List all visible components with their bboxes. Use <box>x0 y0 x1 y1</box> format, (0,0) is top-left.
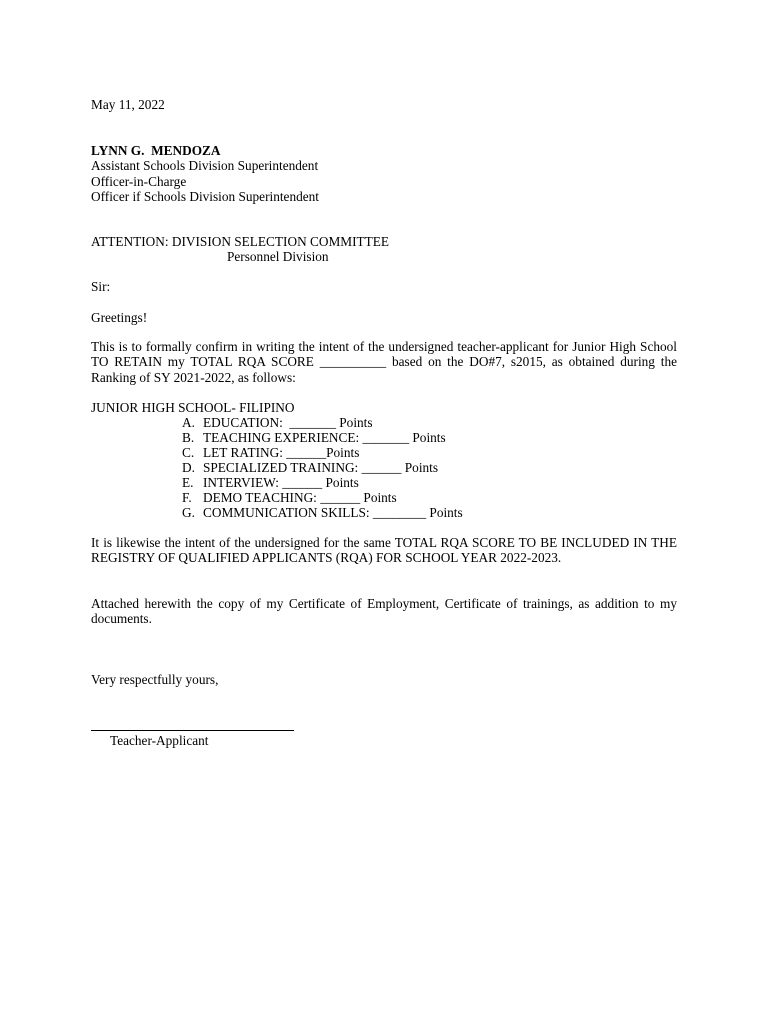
criteria-letter: F. <box>182 490 192 505</box>
criteria-item-education <box>182 415 373 430</box>
recipient-title-1: Assistant Schools Division Superintendent <box>91 158 319 173</box>
recipient-title-3: Officer if Schools Division Superintendent <box>91 189 319 204</box>
criteria-text: TEACHING EXPERIENCE: _______ Points <box>203 430 446 445</box>
criteria-text: LET RATING: ______Points <box>203 445 360 460</box>
signatory-role: Teacher-Applicant <box>110 733 209 748</box>
criteria-text: INTERVIEW: ______ Points <box>203 475 359 490</box>
section-heading: JUNIOR HIGH SCHOOL- FILIPINO <box>91 400 295 415</box>
salutation: Sir: <box>91 279 111 294</box>
letter-date: May 11, 2022 <box>91 97 165 112</box>
attention-division: Personnel Division <box>227 249 329 264</box>
criteria-text: SPECIALIZED TRAINING: ______ Points <box>203 460 439 475</box>
recipient-name: LYNN G. MENDOZA <box>91 143 221 158</box>
criteria-letter: G. <box>182 505 195 520</box>
criteria-item-interview <box>182 475 359 490</box>
criteria-text: DEMO TEACHING: ______ Points <box>203 490 397 505</box>
criteria-item-communication-skills <box>182 505 463 520</box>
criteria-letter: C. <box>182 445 195 460</box>
criteria-item-specialized-training <box>182 460 438 475</box>
criteria-item-teaching-experience <box>182 430 446 445</box>
greeting: Greetings! <box>91 310 148 325</box>
criteria-letter: B. <box>182 430 195 445</box>
attachment-paragraph: Attached herewith the copy of my Certificate of Employment, Certificate of trainings, as addition to my documents. <box>91 596 677 627</box>
criteria-letter: E. <box>182 475 194 490</box>
recipient-title-2: Officer-in-Charge <box>91 174 187 189</box>
signature-line <box>91 730 294 731</box>
registry-paragraph: It is likewise the intent of the undersigned for the same TOTAL RQA SCORE TO BE INCLUDED IN THE REGISTRY OF QUALIFIED APPLICANTS (RQA) FOR SCHOOL YEAR 2022-2023. <box>91 535 677 566</box>
closing: Very respectfully yours, <box>91 672 219 687</box>
attention-line: ATTENTION: DIVISION SELECTION COMMITTEE <box>91 234 390 249</box>
criteria-item-demo-teaching <box>182 490 397 505</box>
criteria-letter: A. <box>182 415 195 430</box>
criteria-text: EDUCATION: _______ Points <box>203 415 373 430</box>
criteria-letter: D. <box>182 460 195 475</box>
criteria-item-let-rating <box>182 445 359 460</box>
criteria-text: COMMUNICATION SKILLS: ________ Points <box>203 505 463 520</box>
intent-paragraph: This is to formally confirm in writing the intent of the undersigned teacher-applicant for Junior High School TO RETAIN my TOTAL RQA SCORE __________ based on the DO#7, s2015, as obtained during the Ranking of SY 2021-2022, as follows: <box>91 339 677 385</box>
